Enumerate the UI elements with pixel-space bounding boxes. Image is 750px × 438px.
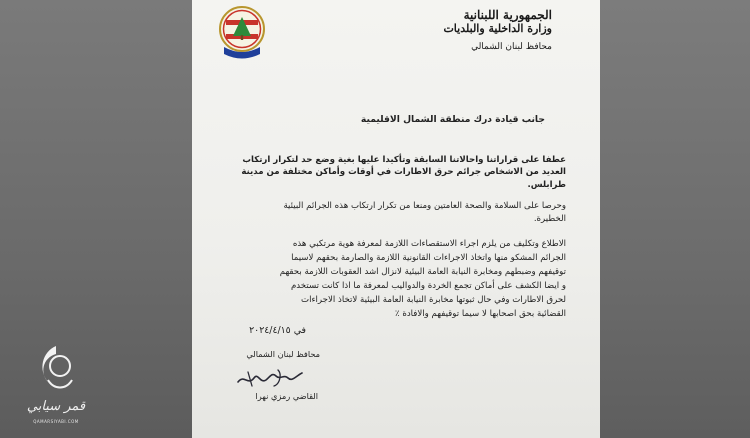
addressee: جانب قيادة درك منطقة الشمال الاقليمية	[360, 114, 545, 125]
paragraph-line: توقيفهم وضبطهم ومخابرة النيابة العامة البيئية لانزال اشد العقوبات اللازمة بحقهم	[279, 267, 566, 277]
paragraph-line: وحرصا على السلامة والصحة العامتين ومنعا من تكرار ارتكاب هذه الجرائم البيئية	[283, 201, 566, 211]
paragraph-line: لحرق الاطارات وفي حال ثبوتها مخابرة النيابة العامة البيئية لاتخاذ الاجراءات	[301, 295, 566, 305]
paragraph-line: طرابلس.	[527, 180, 566, 190]
handwritten-signature	[234, 364, 306, 390]
watermark-name: قمر سيابي	[26, 399, 86, 414]
letterhead-governor: محافظ لبنان الشمالي	[471, 42, 552, 52]
letter-date: في ٢٠٢٤/٤/١٥	[249, 325, 306, 336]
signature-title: محافظ لبنان الشمالي	[246, 349, 320, 359]
paragraph-line: عطفا على قراراتنا واحالاتنا السابقة وتأكيدا عليها بغية وضع حد لتكرار ارتكاب	[242, 155, 566, 165]
paragraph-line: الجرائم المشكو منها واتخاذ الاجراءات القانونية اللازمة والصارمة بحقهم لاسيما	[291, 253, 566, 263]
background-right	[600, 0, 750, 438]
watermark-logo-icon	[20, 340, 92, 430]
paragraph-line: القضائية بحق اصحابها لا سيما توقيفهم والافادة ٪	[394, 309, 566, 319]
letter-page	[192, 0, 600, 438]
watermark-subtitle: QAMARSIYABI.COM	[33, 419, 79, 424]
paragraph-line: و ايضا الكشف على أماكن تجمع الخردة والدواليب لمعرفة ما اذا كانت تستخدم	[290, 281, 566, 291]
ministry-emblem-icon	[216, 5, 268, 63]
signatory-name: القاضي رمزي نهرا	[255, 391, 318, 401]
letterhead	[443, 8, 552, 56]
letterhead-ministry: وزارة الداخلية والبلديات	[443, 22, 552, 35]
letterhead-republic: الجمهورية اللبنانية	[463, 8, 552, 22]
paragraph-line: الاطلاع وتكليف من يلزم اجراء الاستقصاءات اللازمة لمعرفة هوية مرتكبي هذه	[292, 239, 566, 249]
paragraph-line: الخطيرة.	[533, 214, 566, 224]
paragraph-line: العديد من الاشخاص جرائم حرق الاطارات في أوقات وأماكن مختلفة من مدينة	[241, 167, 566, 177]
